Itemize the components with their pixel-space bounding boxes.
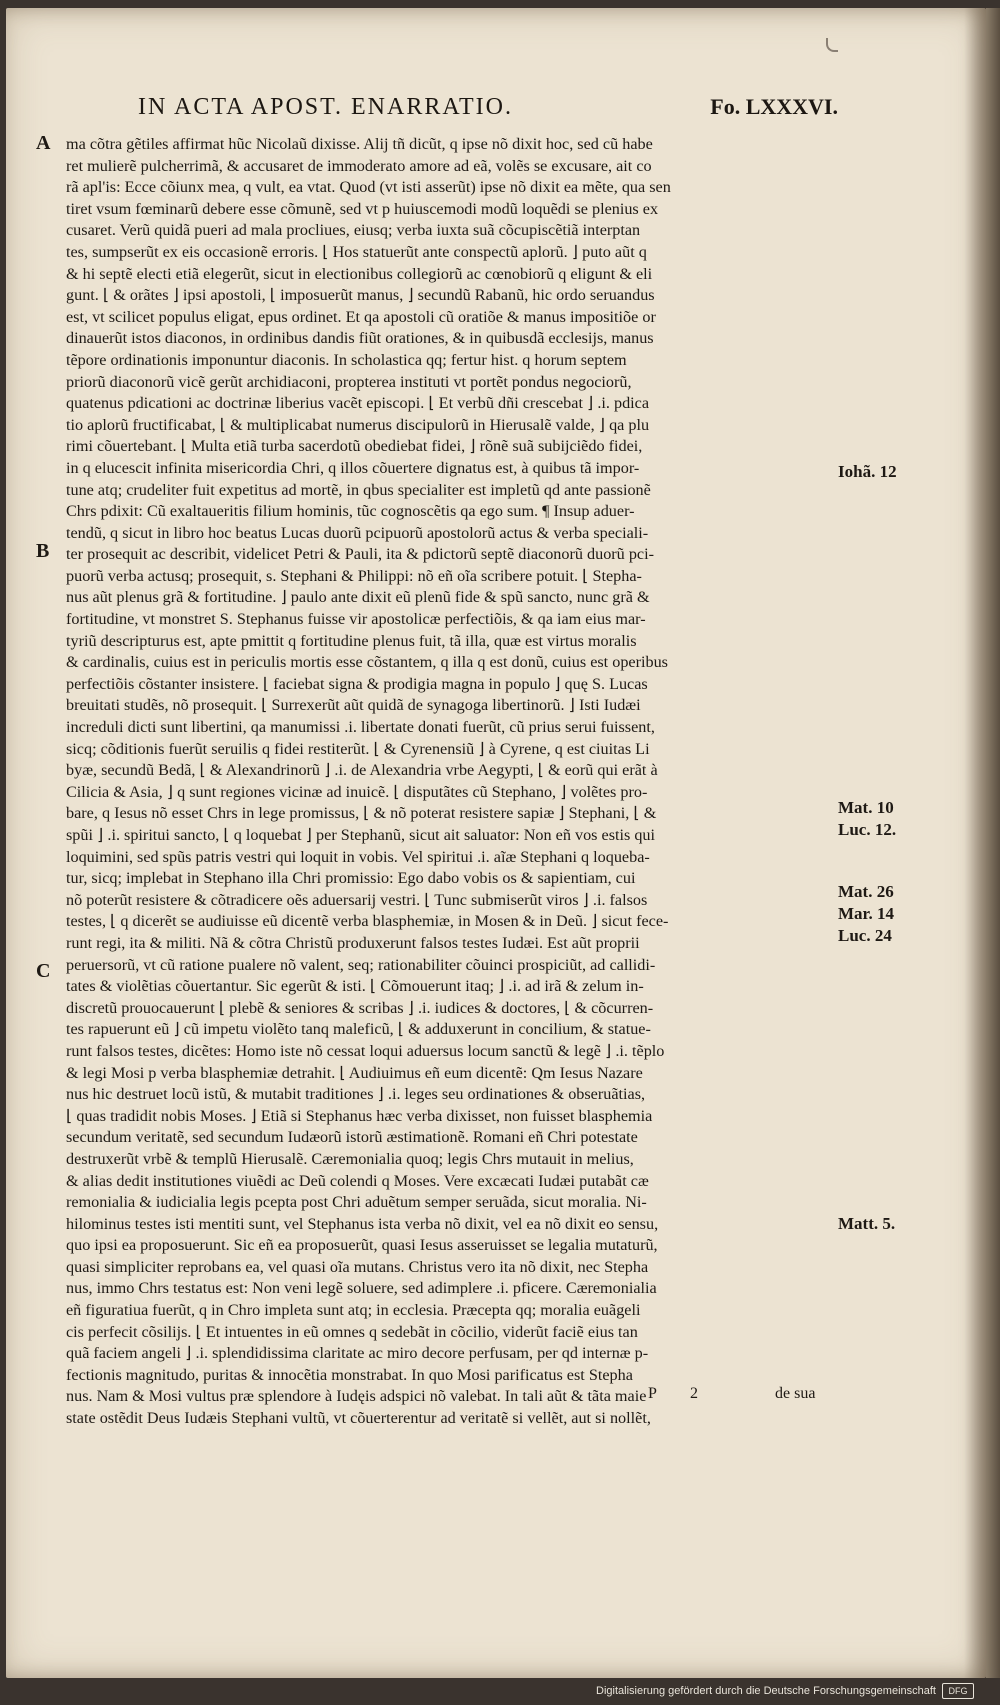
margin-note-mat-10: Mat. 10 bbox=[838, 798, 894, 817]
text-line: tendũ, q sicut in libro hoc beatus Lucas duorũ pcipuorũ apostolorũ actus & verba speciali- bbox=[66, 523, 649, 542]
text-line: tiret vsum fœminarũ debere esse cõmunẽ, sed vt p huiuscemodi modũ loquẽdi se plenius ex bbox=[66, 199, 659, 218]
digitization-stamp bbox=[596, 1683, 974, 1699]
text-line: eñ figuratiua fuerũt, q in Chro impleta sunt atq; in ecclesia. Præcepta qq; moralia euãgeli bbox=[66, 1301, 641, 1320]
text-line: Cilicia & Asia, ⌋ q sunt regiones vicinæ ad inuicẽ. ⌊ disputãtes cũ Stephano, ⌋ volẽtes pro- bbox=[66, 782, 648, 801]
text-line: remonialia & iudicialia legis pcepta post Chri aduẽtum semper seruãda, sicut moralia. Ni- bbox=[66, 1193, 647, 1212]
text-line: nõ poterũt resistere & cõtradicere oẽs aduersarij vestri. ⌊ Tunc submiserũt viros ⌋ .i. falsos bbox=[66, 890, 648, 909]
text-line: tẽpore ordinationis imponuntur diaconis. In scholastica qq; fertur hist. q horum septem bbox=[66, 350, 627, 369]
text-line: tur, sicq; implebat in Stephano illa Chri promissio: Ego dabo vobis os & sapientiam, cui bbox=[66, 869, 636, 888]
text-line: tio aplorũ fructificabat, ⌊ & multiplicabat numerus discipulorũ in Hierusalẽ valde, ⌋ qa plu bbox=[66, 415, 650, 434]
text-line: nus. Nam & Mosi vultus præ splendore à Iudęis adspici nõ valebat. In tali aũt & tãta maie bbox=[66, 1387, 647, 1406]
text-line: nus hic destruet locũ istũ, & mutabit traditiones ⌋ .i. leges seu ordinationes & obseruãtias, bbox=[66, 1085, 646, 1104]
text-line: runt falsos testes, dicẽtes: Homo iste nõ cessat loqui aduersus locum sanctũ & legẽ ⌋ .i. tẽplo bbox=[66, 1041, 665, 1060]
text-line: discretũ prouocauerunt ⌊ plebẽ & seniores & scribas ⌋ .i. iudices & doctores, ⌊ & cõcurren- bbox=[66, 998, 654, 1017]
text-line: ret mulierẽ pulcherrimã, & accusaret de immoderato amore ad eã, volẽs se excusare, ait co bbox=[66, 156, 652, 175]
signature-mark: P bbox=[648, 1385, 657, 1402]
margin-note-luc-24: Luc. 24 bbox=[838, 926, 892, 945]
margin-note-ioh-12: Iohã. 12 bbox=[838, 462, 897, 481]
text-line: gunt. ⌊ & orãtes ⌋ ipsi apostoli, ⌊ imposuerũt manus, ⌋ secundũ Rabanũ, hic ordo seruandus bbox=[66, 286, 655, 305]
text-line: rimi cõuertebant. ⌊ Multa etiã turba sacerdotũ obediebat fidei, ⌋ rõnẽ suã subijciẽdo fidei, bbox=[66, 437, 643, 456]
page-header bbox=[138, 94, 838, 130]
stamp-text: Digitalisierung gefördert durch die Deutsche Forschungsgemeinschaft bbox=[596, 1685, 936, 1697]
text-line: & legi Mosi p verba blasphemiæ detrahit. ⌊ Audiuimus eñ eum dicentẽ: Qm Iesus Nazare bbox=[66, 1063, 643, 1082]
text-line: spũi ⌋ .i. spiritui sancto, ⌊ q loquebat ⌋ per Stephanũ, sicut ait saluator: Non eñ vos estis qui bbox=[66, 826, 656, 844]
running-title: IN ACTA APOST. ENARRATIO. bbox=[138, 94, 513, 120]
text-line: tyriũ descripturus est, apte pmittit q fortitudine plenus fuit, tã illa, quæ est virtus moralis bbox=[66, 631, 637, 650]
text-line: nus aũt plenus grã & fortitudine. ⌋ paulo ante dixit eũ plenũ fide & spũ sancto, nunc grã & bbox=[66, 588, 650, 607]
text-line: est, vt scilicet populus eligat, epus ordinet. Et qa apostoli cũ oratiõe & manus impositiõe or bbox=[66, 307, 656, 326]
margin-note-mar-14: Mar. 14 bbox=[838, 904, 895, 923]
text-line: & hi septẽ electi etiã elegerũt, sicut in electionibus collegiorũ ac cœnobiorũ q eligunt & eli bbox=[66, 264, 653, 283]
text-line: peruersorũ, vt cũ ratione pualere nõ valent, seq; rationabiliter cõuinci prospiciũt, ad callidi- bbox=[66, 955, 656, 974]
text-line: ⌊ quas tradidit nobis Moses. ⌋ Etiã si Stephanus hæc verba dixisset, non fuisset blasphemia bbox=[66, 1106, 653, 1125]
text-line: tes, sumpserũt ex eis occasionẽ erroris. ⌊ Hos statuerũt ante conspectũ aplorũ. ⌋ puto aũt q bbox=[66, 242, 647, 261]
text-line: rã apl'is: Ecce cõiunx mea, q vult, ea vtat. Quod (vt isti asserũt) ipse nõ dixit ea mẽte, qua sen bbox=[66, 178, 671, 197]
text-line: tune atq; crudeliter fuit expetitus ad mortẽ, in qbus specialiter est impletũ qd ante passionẽ bbox=[66, 480, 651, 499]
text-line: fectionis magnitudo, puritas & innocẽtia monstrabat. In quo Mosi parificatus est Stepha bbox=[66, 1365, 633, 1384]
text-line: runt regi, ita & militi. Nã & cõtra Christũ produxerunt falsos testes Iudæi. Est aũt proprii bbox=[66, 933, 640, 952]
text-line: tes rapuerunt eũ ⌋ cũ impetu violẽto tanq maleficũ, ⌊ & adduxerunt in concilium, & statue- bbox=[66, 1020, 651, 1039]
page-edge bbox=[986, 8, 1000, 1678]
margin-note-matt-5: Matt. 5. bbox=[838, 1214, 896, 1233]
text-line: & cardinalis, cuius est in periculis mortis esse cõstantem, q illa q est donũ, cuius est operibus bbox=[66, 653, 668, 672]
text-line: fortitudine, vt monstret S. Stephanus fuisse vir apostolicæ perfectiõis, & qa iam eius mar- bbox=[66, 610, 646, 629]
text-line: tates & violẽtias cõuertantur. Sic egerũt & isti. ⌊ Cõmouerunt itaq; ⌋ .i. ad irã & zelum in- bbox=[66, 977, 644, 996]
text-line: loquimini, sed spũs patris vestri qui loquit in vobis. Vel spiritui .i. aĩæ Stephani q loqueba- bbox=[66, 847, 650, 866]
ink-mark-icon bbox=[826, 38, 838, 52]
text-line: quã faciem angeli ⌋ .i. splendidissima claritate ac miro decore perfusam, per qd internæ p- bbox=[66, 1344, 649, 1363]
text-line: sicq; cõditionis fuerũt seruilis q fidei restiterũt. ⌊ & Cyrenensiũ ⌋ à Cyrene, q est ciuitas Li bbox=[66, 739, 650, 758]
dfg-logo-icon: DFG bbox=[942, 1683, 974, 1699]
text-line: puorũ verba actusq; prosequit, s. Stephani & Philippi: nõ eñ oĩa scribere potuit. ⌊ Stepha- bbox=[66, 566, 642, 585]
text-line: nus, immo Chrs testatus est: Non veni legẽ soluere, sed adimplere .i. pficere. Cæremonialia bbox=[66, 1279, 657, 1298]
text-line: secundum veritatẽ, sed secundum Iudæorũ istorũ æstimationẽ. Romani eñ Chri potestate bbox=[66, 1128, 638, 1147]
text-line: hilominus testes isti mentiti sunt, vel Stephanus ista verba nõ dixit, vel ea nõ dixit eo sensu, bbox=[66, 1214, 659, 1233]
text-line: in q elucescit infinita misericordia Chri, q illos cõuertere dignatus est, à quibus tã impor- bbox=[66, 458, 640, 477]
text-line: ter prosequit ac describit, videlicet Petri & Pauli, ita & pdictorũ septẽ diaconorũ duorũ pci- bbox=[66, 545, 654, 564]
text-line: cusaret. Verũ quidã pueri ad mala procliues, eiusq; verba iuxta suã cõcupiscẽtiã interptan bbox=[66, 221, 641, 240]
text-line: quo ipsi ea proposuerunt. Sic eñ ea proposuerũt, quasi Iesus asseruisset se legalia mutaturũ, bbox=[66, 1236, 658, 1255]
margin-note-mat-26: Mat. 26 bbox=[838, 882, 894, 901]
text-line: breuitati studẽs, nõ prosequit. ⌊ Surrexerũt aũt quidã de synagoga libertinorũ. ⌋ Isti Iudæi bbox=[66, 696, 641, 715]
text-line: testes, ⌊ q dicerẽt se audiuisse eũ dicentẽ verba blasphemiæ, in Mosen & in Deũ. ⌋ sicut fece- bbox=[66, 912, 669, 931]
text-line: state ostẽdit Deus Iudæis Stephani vultũ, vt cõuerterentur ad veritatẽ si vellẽt, aut si nollẽt, bbox=[66, 1409, 651, 1428]
text-line: quatenus pdicationi ac doctrinæ liberius vacẽt episcopi. ⌊ Et verbũ dñi crescebat ⌋ .i. pdica bbox=[66, 394, 650, 413]
margin-note-luc-12: Luc. 12. bbox=[838, 820, 897, 839]
text-line: bare, q Iesus nõ esset Chrs in lege promissus, ⌊ & nõ poterat resistere sapiæ ⌋ Stephani, ⌊ & bbox=[66, 804, 657, 823]
folio-number: Fo. LXXXVI. bbox=[710, 94, 838, 119]
text-line: Chrs pdixit: Cũ exaltaueritis filium hominis, tũc cognoscẽtis qa ego sum. ¶ Insup aduer- bbox=[66, 502, 635, 521]
section-letter-c: C bbox=[36, 960, 51, 982]
text-line: quasi simpliciter reprobans ea, vel quasi oĩa mutans. Christus vero ita nõ dixit, nec Stepha bbox=[66, 1257, 649, 1276]
text-line: byæ, secundũ Bedã, ⌊ & Alexandrinorũ ⌋ .i. de Alexandria vrbe Aegypti, ⌊ & eorũ qui erãt à bbox=[66, 761, 658, 780]
text-line: dinauerũt istos diaconos, in ordinibus dandis fiũt orationes, & in quibusdã ecclesijs, manus bbox=[66, 329, 654, 348]
section-letter-b: B bbox=[36, 540, 50, 562]
text-line: destruxerũt vrbẽ & templũ Hierusalẽ. Cæremonialia quoq; legis Chrs mutauit in melius, bbox=[66, 1149, 634, 1168]
commentary-body bbox=[66, 134, 826, 1430]
signature-number: 2 bbox=[690, 1385, 698, 1402]
text-line: & alias dedit institutiones viuẽdi ac Deũ colendi q Moses. Vere excæcati Iudæi putabãt cæ bbox=[66, 1171, 649, 1190]
section-letter-a: A bbox=[36, 132, 51, 154]
text-line: cis perfecit cõsilijs. ⌊ Et intuentes in eũ omnes q sedebãt in cõcilio, viderũt faciẽ eius tan bbox=[66, 1322, 638, 1341]
text-line: increduli dicti sunt libertini, qa manumissi .i. libertate donati fuerũt, cũ prius serui fuissent, bbox=[66, 718, 655, 737]
text-line: priorũ diaconorũ vicẽ gerũt archidiaconi, propterea instituti vt portẽt pondus negociorũ, bbox=[66, 372, 632, 391]
text-line: ma cõtra gẽtiles affirmat hũc Nicolaũ dixisse. Alij tñ dicũt, q ipse nõ dixit hoc, sed cũ habe bbox=[66, 135, 653, 153]
text-line: perfectiõis cõstanter insistere. ⌊ faciebat signa & prodigia magna in populo ⌋ quę S. Lucas bbox=[66, 674, 648, 693]
catchword: de sua bbox=[775, 1385, 816, 1402]
